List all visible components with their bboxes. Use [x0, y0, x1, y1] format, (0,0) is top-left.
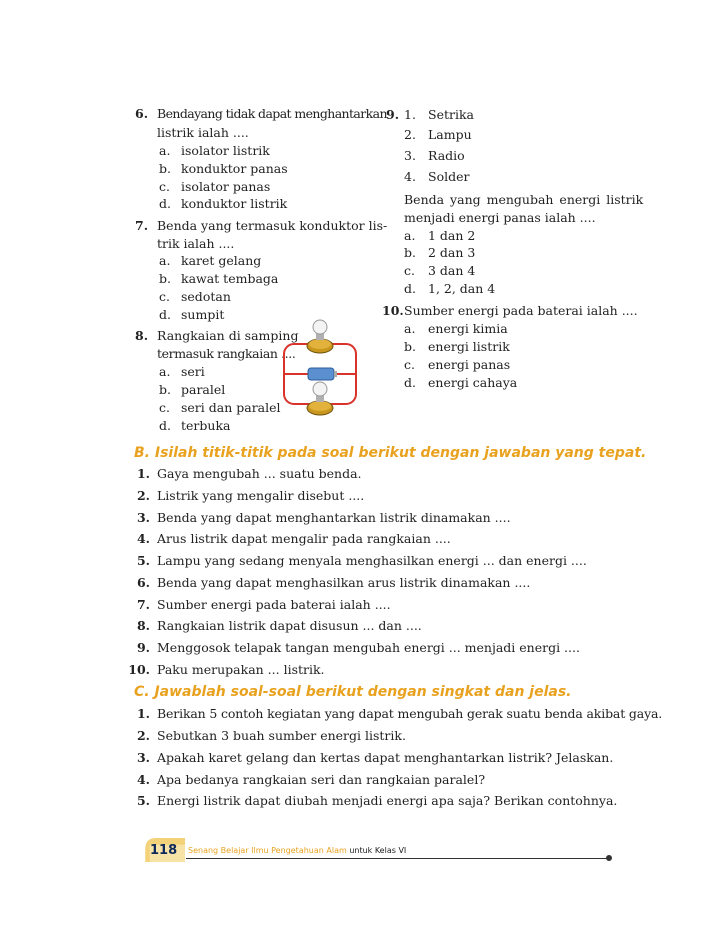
- q8-option-a: seri: [181, 364, 205, 379]
- c-item-4-number: 4.: [136, 772, 150, 787]
- q6-option-c: isolator panas: [181, 179, 271, 194]
- q8-option-b-letter: b.: [159, 382, 171, 397]
- b-item-4: Arus listrik dapat mengalir pada rangkaian ....: [157, 531, 451, 546]
- q7-option-c-letter: c.: [159, 289, 170, 304]
- section-b-heading: B. Isilah titik-titik pada soal berikut dengan jawaban yang tepat.: [134, 445, 647, 461]
- question-6-number: 6.: [135, 106, 149, 121]
- q6-option-b-letter: b.: [159, 161, 171, 176]
- q8-option-d: terbuka: [181, 418, 231, 433]
- q9-option-d: 1, 2, dan 4: [428, 281, 496, 296]
- c-item-1-number: 1.: [136, 706, 150, 721]
- page-number: 118: [150, 843, 178, 858]
- q9-item-3-num: 3.: [404, 148, 416, 163]
- b-item-5-number: 5.: [136, 553, 150, 568]
- question-8-text-line2: termasuk rangkaian ....: [157, 346, 296, 361]
- footer-rule-end-dot: [606, 855, 612, 861]
- question-6-text-line2: listrik ialah ....: [157, 125, 249, 140]
- c-item-5-number: 5.: [136, 793, 150, 808]
- q10-option-a: energi kimia: [428, 321, 508, 336]
- q7-option-a: karet gelang: [181, 253, 262, 268]
- q9-option-d-letter: d.: [404, 281, 416, 296]
- c-item-1: Berikan 5 contoh kegiatan yang dapat mengubah gerak suatu benda akibat gaya.: [157, 706, 663, 721]
- q9-item-2: Lampu: [428, 127, 472, 142]
- q6-option-d-letter: d.: [159, 196, 171, 211]
- c-item-5: Energi listrik dapat diubah menjadi energi apa saja? Berikan contohnya.: [157, 793, 618, 808]
- c-item-4: Apa bedanya rangkaian seri dan rangkaian paralel?: [157, 772, 486, 787]
- b-item-9: Menggosok telapak tangan mengubah energi ... menjadi energi ....: [157, 640, 580, 655]
- q7-option-a-letter: a.: [159, 253, 171, 268]
- b-item-2: Listrik yang mengalir disebut ....: [157, 488, 365, 503]
- q9-item-4-num: 4.: [404, 169, 416, 184]
- q7-option-b: kawat tembaga: [181, 271, 279, 286]
- footer-rule: [186, 858, 608, 859]
- q6-option-b: konduktor panas: [181, 161, 288, 176]
- q8-option-c: seri dan paralel: [181, 400, 281, 415]
- q7-option-d: sumpit: [181, 307, 225, 322]
- b-item-9-number: 9.: [136, 640, 150, 655]
- footer-title-suffix: untuk Kelas VI: [349, 846, 407, 855]
- q9-option-c: 3 dan 4: [428, 263, 476, 278]
- question-9-text-line2: menjadi energi panas ialah ....: [404, 210, 596, 225]
- q8-option-b: paralel: [181, 382, 226, 397]
- b-item-1-number: 1.: [136, 466, 150, 481]
- q9-option-a-letter: a.: [404, 228, 416, 243]
- q10-option-a-letter: a.: [404, 321, 416, 336]
- question-6-text-line1: Bendayang tidak dapat menghantarkan: [157, 106, 387, 121]
- b-item-8: Rangkaian listrik dapat disusun ... dan ....: [157, 618, 422, 633]
- b-item-10: Paku merupakan ... listrik.: [157, 662, 325, 677]
- q8-option-d-letter: d.: [159, 418, 171, 433]
- question-8-number: 8.: [135, 328, 149, 343]
- q9-item-1-num: 1.: [404, 107, 416, 122]
- b-item-6: Benda yang dapat menghasilkan arus listrik dinamakan ....: [157, 575, 531, 590]
- question-7-text-line2: trik ialah ....: [157, 236, 235, 251]
- c-item-3: Apakah karet gelang dan kertas dapat menghantarkan listrik? Jelaskan.: [157, 750, 614, 765]
- question-9-number: 9.: [386, 107, 400, 122]
- q10-option-d: energi cahaya: [428, 375, 518, 390]
- q7-option-c: sedotan: [181, 289, 231, 304]
- q8-option-a-letter: a.: [159, 364, 171, 379]
- c-item-2-number: 2.: [136, 728, 150, 743]
- q10-option-d-letter: d.: [404, 375, 416, 390]
- q9-option-c-letter: c.: [404, 263, 415, 278]
- b-item-5: Lampu yang sedang menyala menghasilkan energi ... dan energi ....: [157, 553, 587, 568]
- q9-option-b: 2 dan 3: [428, 245, 476, 260]
- q10-option-c-letter: c.: [404, 357, 415, 372]
- battery-icon: [308, 368, 337, 380]
- q9-option-a: 1 dan 2: [428, 228, 476, 243]
- question-9-text-line1: Benda yang mengubah energi listrik: [404, 192, 644, 207]
- q9-item-4: Solder: [428, 169, 470, 184]
- question-8-text-line1: Rangkaian di samping: [157, 328, 299, 343]
- b-item-7: Sumber energi pada baterai ialah ....: [157, 597, 391, 612]
- question-10-text: Sumber energi pada baterai ialah ....: [404, 303, 638, 318]
- b-item-3: Benda yang dapat menghantarkan listrik dinamakan ....: [157, 510, 511, 525]
- q9-item-3: Radio: [428, 148, 465, 163]
- question-7-number: 7.: [135, 218, 149, 233]
- q10-option-c: energi panas: [428, 357, 511, 372]
- q9-option-b-letter: b.: [404, 245, 416, 260]
- b-item-4-number: 4.: [136, 531, 150, 546]
- b-item-2-number: 2.: [136, 488, 150, 503]
- b-item-6-number: 6.: [136, 575, 150, 590]
- q6-option-a-letter: a.: [159, 143, 171, 158]
- q10-option-b: energi listrik: [428, 339, 510, 354]
- b-item-8-number: 8.: [136, 618, 150, 633]
- question-7-text-line1: Benda yang termasuk konduktor lis-: [157, 218, 388, 233]
- b-item-10-number: 10.: [128, 662, 150, 677]
- b-item-3-number: 3.: [136, 510, 150, 525]
- b-item-7-number: 7.: [136, 597, 150, 612]
- question-10-number: 10.: [382, 303, 404, 318]
- q7-option-b-letter: b.: [159, 271, 171, 286]
- b-item-1: Gaya mengubah ... suatu benda.: [157, 466, 362, 481]
- q9-item-1: Setrika: [428, 107, 474, 122]
- bottom-bulb-icon: [307, 382, 333, 415]
- q7-option-d-letter: d.: [159, 307, 171, 322]
- section-c-heading: C. Jawablah soal-soal berikut dengan singkat dan jelas.: [134, 684, 572, 700]
- c-item-2: Sebutkan 3 buah sumber energi listrik.: [157, 728, 406, 743]
- footer-title: Senang Belajar Ilmu Pengetahuan Alam: [188, 846, 347, 855]
- q9-item-2-num: 2.: [404, 127, 416, 142]
- q10-option-b-letter: b.: [404, 339, 416, 354]
- c-item-3-number: 3.: [136, 750, 150, 765]
- q8-option-c-letter: c.: [159, 400, 170, 415]
- top-bulb-icon: [307, 320, 333, 353]
- q6-option-a: isolator listrik: [181, 143, 270, 158]
- q6-option-d: konduktor listrik: [181, 196, 288, 211]
- circuit-illustration: [278, 318, 362, 422]
- footer-book-title: [188, 846, 406, 855]
- q6-option-c-letter: c.: [159, 179, 170, 194]
